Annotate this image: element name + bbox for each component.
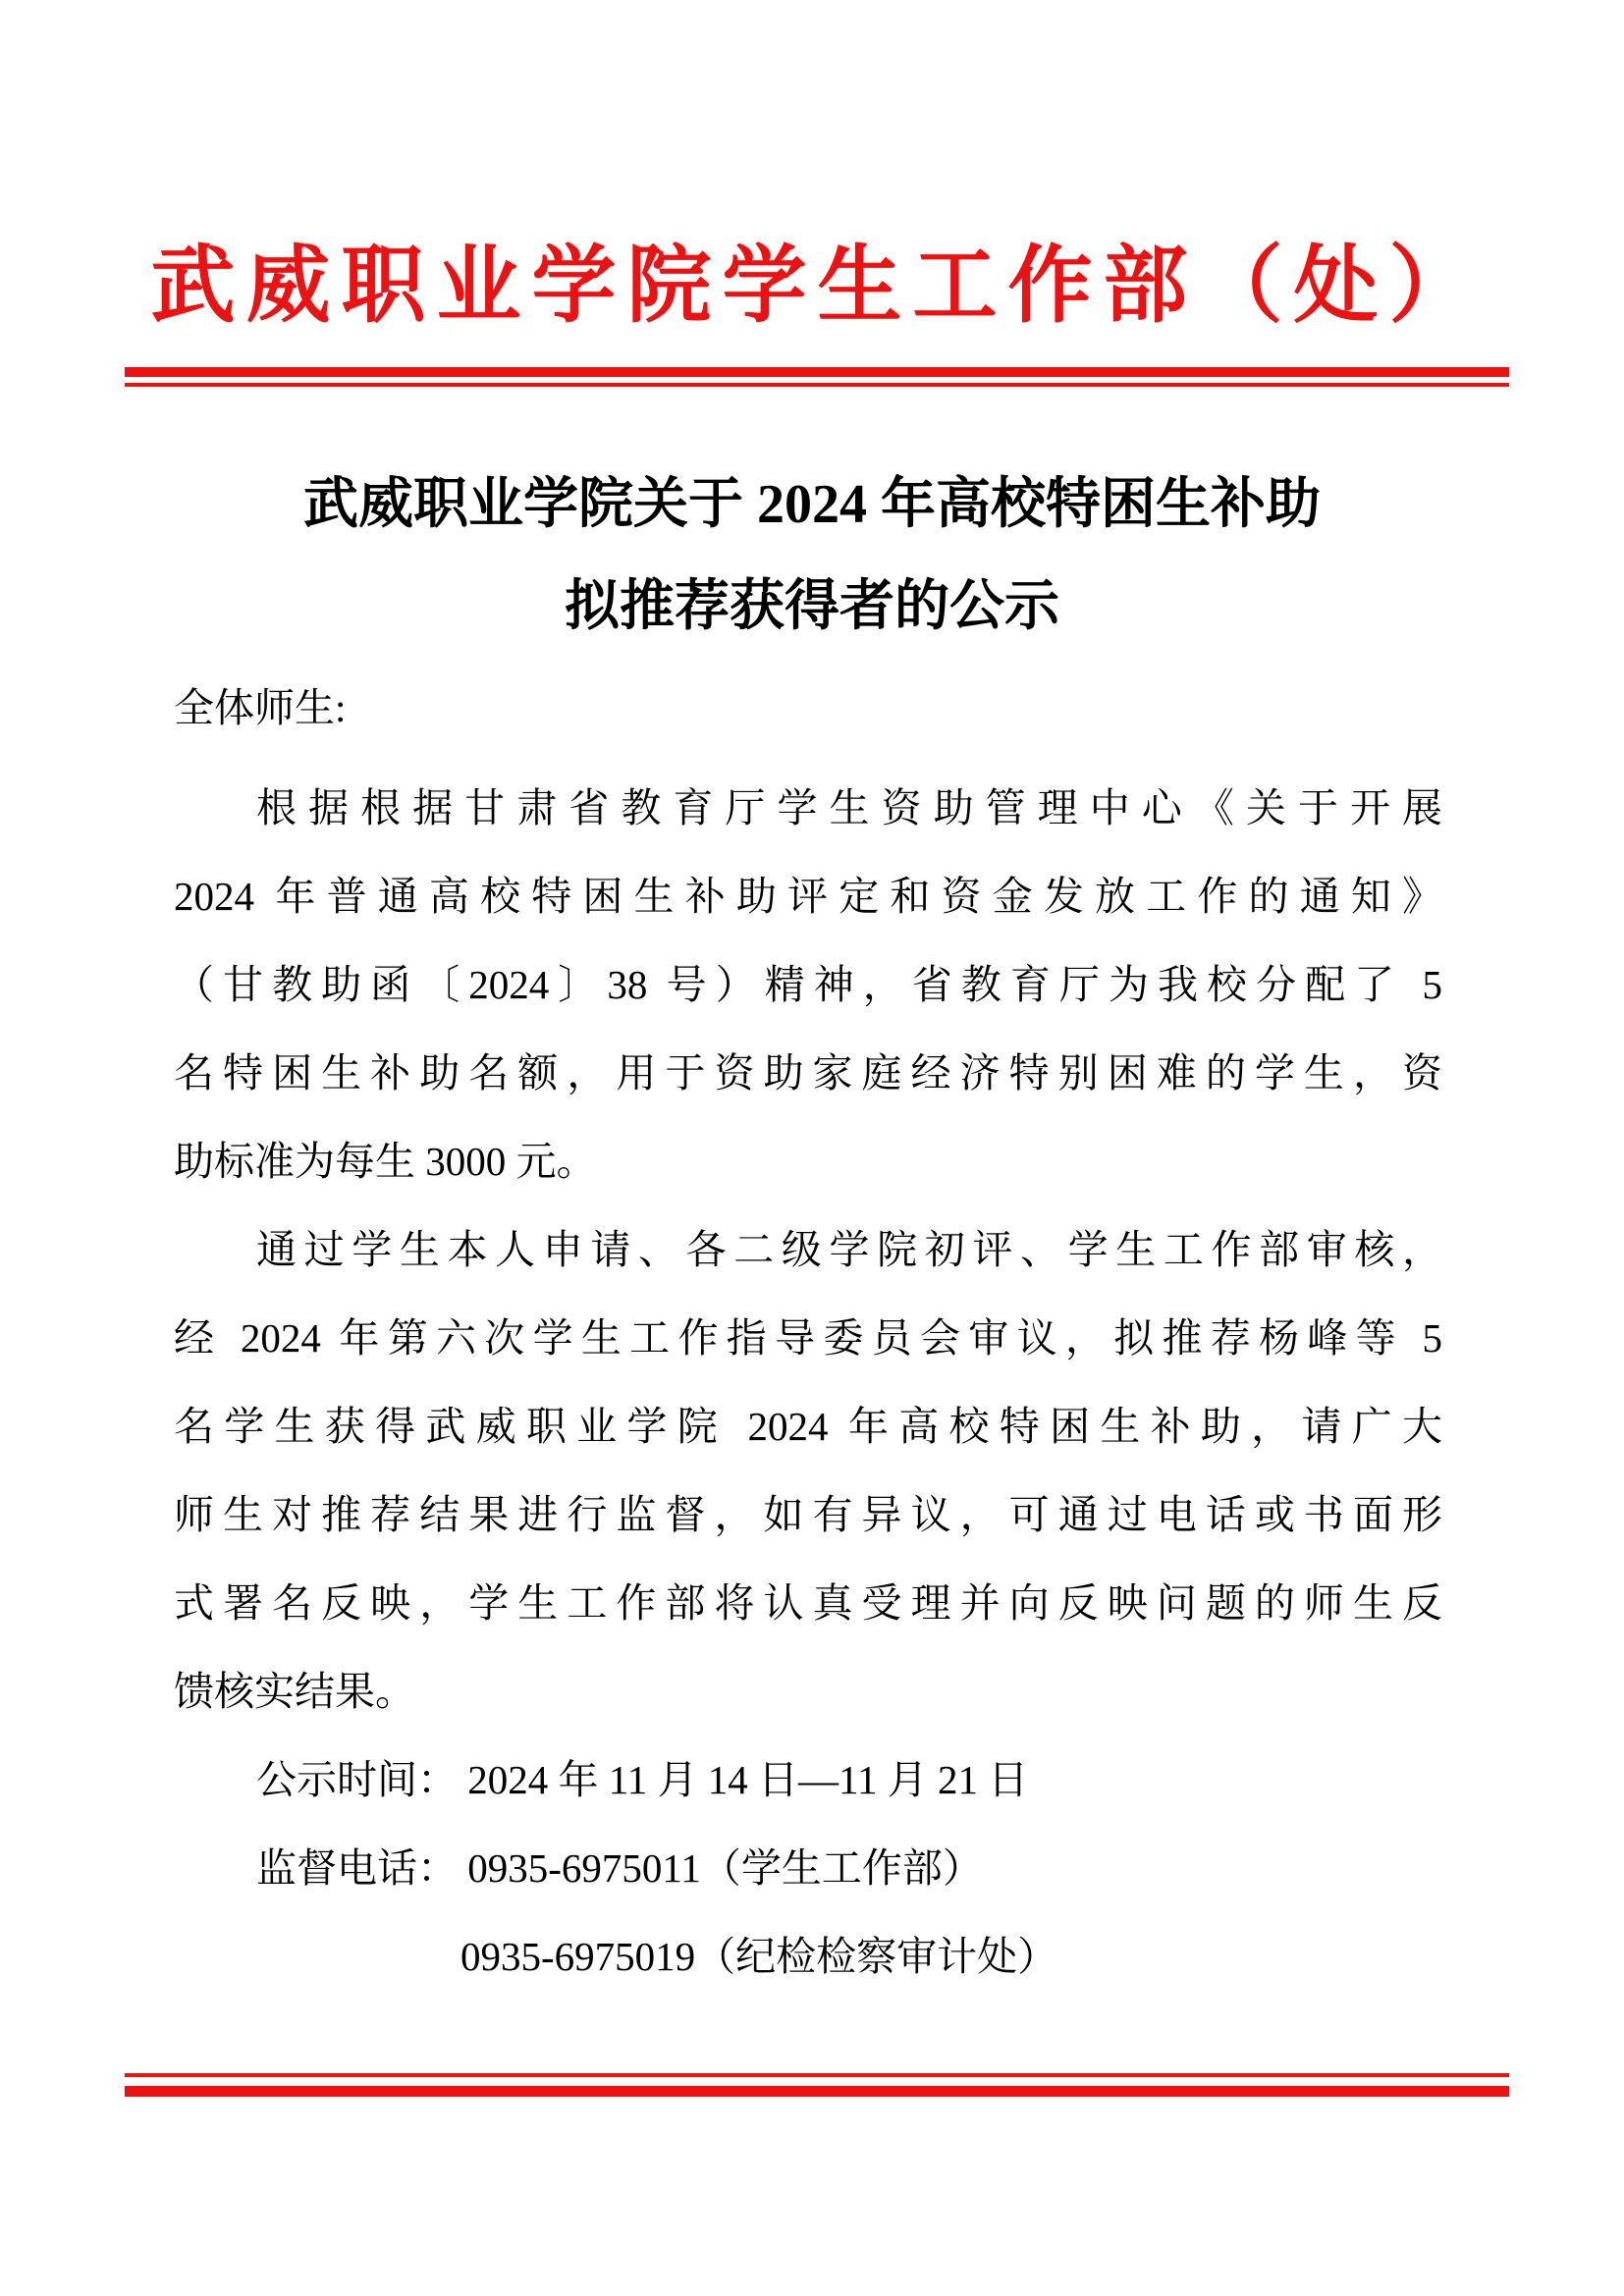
paragraph1-line: 2024 年普通高校特困生补助评定和资金发放工作的通知》 — [174, 874, 1442, 919]
paragraph2-line: 师生对推荐结果进行监督，如有异议，可通过电话或书面形 — [174, 1492, 1442, 1537]
supervision-phone-2: 0935-6975019（纪检检察审计处） — [460, 1934, 1058, 1979]
paragraph2-line: 馈核实结果。 — [174, 1669, 415, 1714]
top-rule-thin — [125, 383, 1509, 387]
paragraph2-line: 式署名反映，学生工作部将认真受理并向反映问题的师生反 — [174, 1580, 1442, 1626]
document-title — [0, 454, 1624, 658]
salutation: 全体师生: — [174, 685, 347, 730]
supervision-phone-1: 监督电话： 0935-6975011（学生工作部） — [256, 1845, 983, 1891]
paragraph1-line: （甘教助函〔2024〕38 号）精神，省教育厅为我校分配了 5 — [174, 962, 1442, 1007]
letterhead-title: 武威职业学院学生工作部（处） — [150, 239, 1485, 333]
bottom-rule-thin — [125, 2073, 1509, 2077]
document-title-line2: 拟推荐获得者的公示 — [565, 576, 1059, 637]
bottom-rule-thick — [125, 2086, 1509, 2097]
paragraph2-line: 名学生获得武威职业学院 2024 年高校特困生补助，请广大 — [174, 1404, 1442, 1449]
paragraph1-line: 根据根据甘肃省教育厅学生资助管理中心《关于开展 — [256, 785, 1442, 830]
document-body — [174, 764, 1442, 2001]
paragraph1-line: 名特困生补助名额，用于资助家庭经济特别困难的学生，资 — [174, 1050, 1442, 1095]
publicity-time: 公示时间： 2024 年 11 月 14 日—11 月 21 日 — [256, 1757, 1029, 1802]
top-rule-thick — [125, 367, 1509, 377]
paragraph1-line: 助标准为每生 3000 元。 — [174, 1139, 597, 1184]
paragraph2-line: 通过学生本人申请、各二级学院初评、学生工作部审核， — [256, 1227, 1442, 1272]
document-title-line1: 武威职业学院关于 2024 年高校特困生补助 — [303, 474, 1321, 535]
paragraph2-line: 经 2024 年第六次学生工作指导委员会审议，拟推荐杨峰等 5 — [174, 1315, 1442, 1361]
